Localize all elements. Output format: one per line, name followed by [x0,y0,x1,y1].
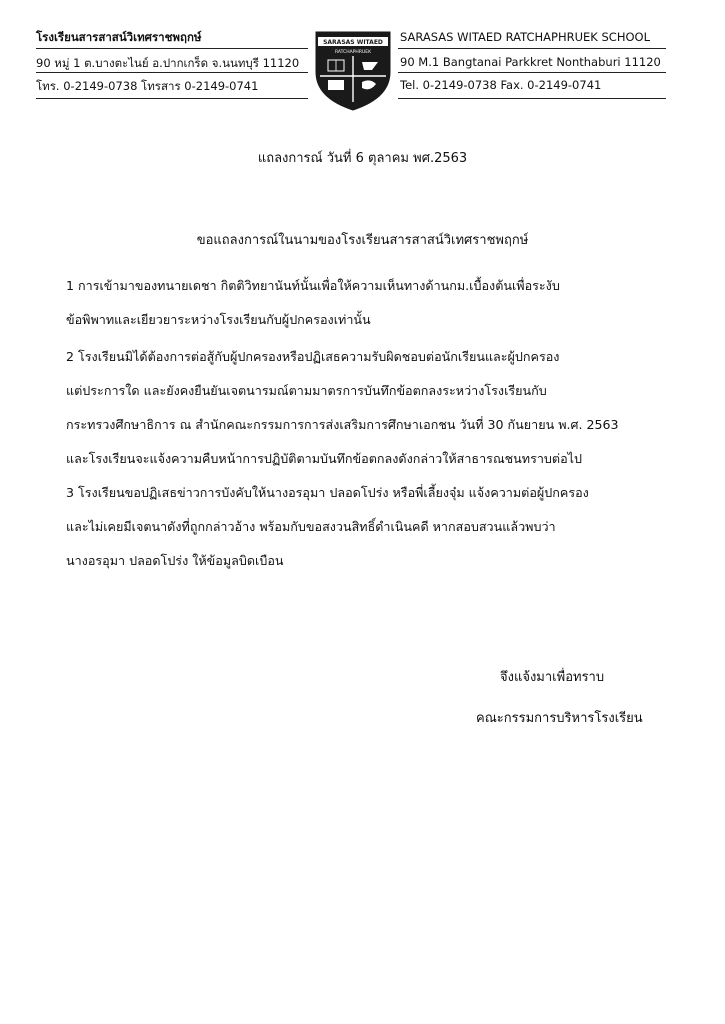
paragraph-line: 1 การเข้ามาของทนายเดชา กิตติวิทยานันท์นั้นเพื่อให้ความเห็นทางด้านกม.เบื้องต้นเพื่อระงับ [66,278,560,293]
letterhead-rule-right-top [398,48,666,49]
letterhead [0,0,725,110]
school-crest-icon [312,28,394,112]
thai-phone: โทร. 0-2149-0738 โทรสาร 0-2149-0741 [36,79,259,93]
crest-banner-top: SARASAS WITAED [323,39,383,46]
paragraph-line: นางอรอุมา ปลอดโปร่ง ให้ข้อมูลบิดเบือน [66,553,284,568]
paragraph-line: 2 โรงเรียนมิได้ต้องการต่อสู้กับผู้ปกครองหรือปฏิเสธความรับผิดชอบต่อนักเรียนและผู้ปกครอง [66,349,560,364]
thai-address: 90 หมู่ 1 ต.บางตะไนย์ อ.ปากเกร็ด จ.นนทบุรี 11120 [36,56,300,70]
closing-line: จึงแจ้งมาเพื่อทราบ [500,670,605,685]
english-school-name: SARASAS WITAED RATCHAPHRUEK SCHOOL [400,30,650,44]
paragraph-line: ข้อพิพาทและเยียวยาระหว่างโรงเรียนกับผู้ปกครองเท่านั้น [66,312,371,327]
paragraph-line: แต่ประการใด และยังคงยืนยันเจตนารมณ์ตามมาตรการบันทึกข้อตกลงระหว่างโรงเรียนกับ [66,383,547,398]
paragraph-line: กระทรวงศึกษาธิการ ณ สำนักคณะกรรมการการส่งเสริมการศึกษาเอกชน วันที่ 30 กันยายน พ.ศ. 2563 [66,417,619,432]
letterhead-rule-right-mid [398,72,666,73]
thai-school-name: โรงเรียนสารสาสน์วิเทศราชพฤกษ์ [36,30,202,44]
english-phone: Tel. 0-2149-0738 Fax. 0-2149-0741 [400,78,602,92]
letterhead-rule-left-top [36,48,308,49]
paragraph-line: และโรงเรียนจะแจ้งความคืบหน้าการปฏิบัติตามบันทึกข้อตกลงดังกล่าวให้สาธารณชนทราบต่อไป [66,451,582,466]
announcement-date: แถลงการณ์ วันที่ 6 ตุลาคม พศ.2563 [257,151,468,166]
paragraph-line: และไม่เคยมีเจตนาดังที่ถูกกล่าวอ้าง พร้อมกับขอสงวนสิทธิ์ดำเนินคดี หากสอบสวนแล้วพบว่า [66,519,556,534]
letterhead-rule-right-bottom [398,98,666,99]
paragraph-2 [66,340,666,476]
crest-banner-bottom: RATCHAPHRUEK [334,50,372,55]
english-address: 90 M.1 Bangtanai Parkkret Nonthaburi 11120 [400,55,661,69]
letterhead-rule-left-bottom [36,98,308,99]
signatory: คณะกรรมการบริหารโรงเรียน [476,711,643,726]
announcement-heading: ขอแถลงการณ์ในนามของโรงเรียนสารสาสน์วิเทศราชพฤกษ์ [196,233,529,248]
paragraph-line: 3 โรงเรียนขอปฏิเสธข่าวการบังคับให้นางอรอุมา ปลอดโปร่ง หรือพี่เลี้ยงจุ๋ม แจ้งความต่อผู้ปกครอง [66,485,589,500]
paragraph-3 [66,476,666,578]
letterhead-rule-left-mid [36,72,308,73]
paragraph-1 [66,269,666,337]
